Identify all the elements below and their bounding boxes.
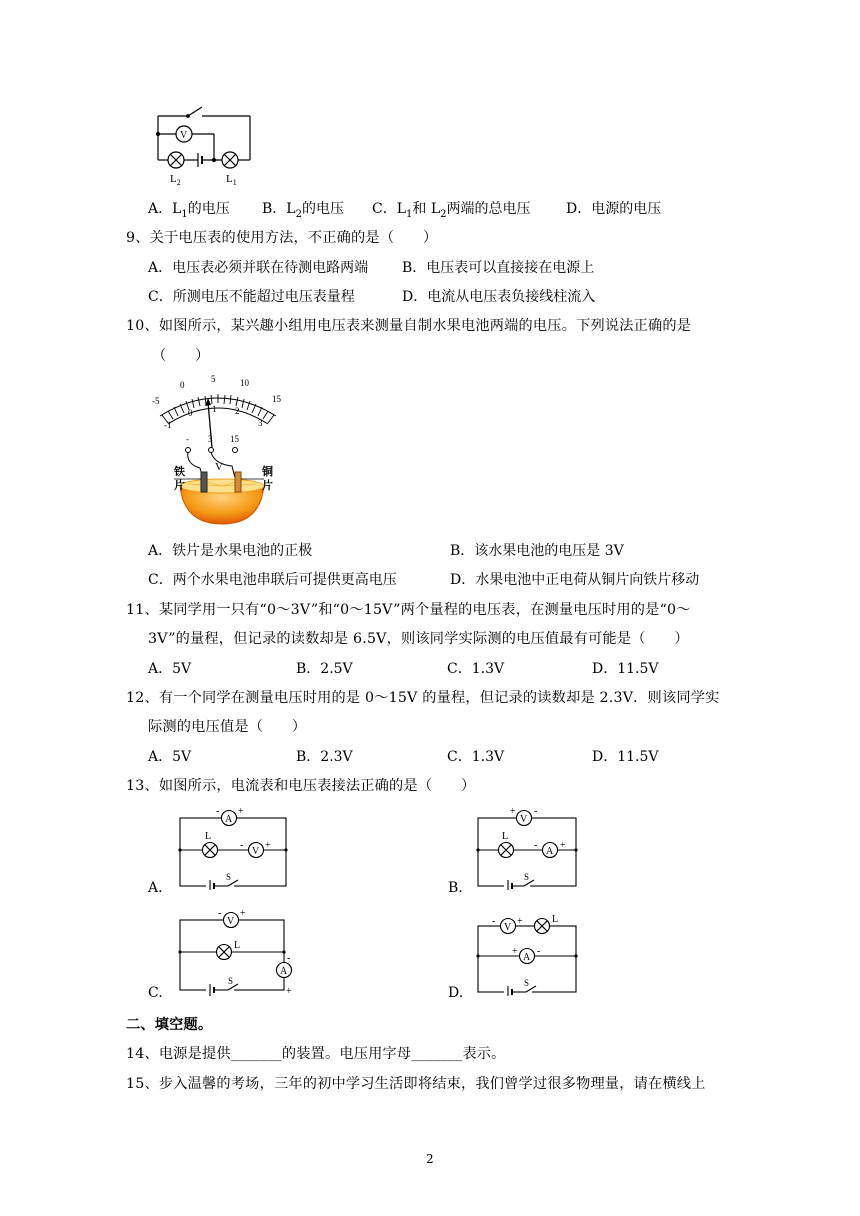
q12-option-b[interactable]: B．2.3V [296,749,353,765]
meter-lower-tick: -1 [164,420,172,430]
meter-upper-tick: 10 [240,378,249,388]
terminal-sign: + [560,840,566,851]
q13-circuit-c[interactable] [176,906,296,996]
q9-option-c[interactable]: C．所测电压不能超过电压表量程 [148,289,355,305]
q8-lamp-l1-label: $L_1$ [226,173,237,187]
terminal-sign: + [286,986,292,996]
meter-terminal-label: 3 [208,434,213,444]
q12-option-c[interactable]: C．1.3V [447,749,505,765]
voltmeter-label: V [252,846,260,857]
meter-lower-tick: 1 [212,404,217,414]
meter-v-label: V [215,461,223,473]
q11-option-d[interactable]: D．11.5V [592,661,659,677]
q10-fruit-battery-figure [148,372,298,530]
meter-upper-tick: 15 [272,394,281,404]
q8-option-c[interactable]: C．$L_1$和 $L_2$两端的总电压 [372,201,531,220]
switch-label: S [228,976,234,986]
terminal-sign: + [510,806,516,817]
q9-option-d[interactable]: D．电流从电压表负接线柱流入 [402,289,596,305]
ammeter-label: A [280,966,288,977]
q15-text: 15、步入温馨的考场，三年的初中学习生活即将结束，我们曾学过很多物理量，请在横线上 [126,1076,706,1092]
terminal-sign: - [216,806,220,817]
q11-option-a[interactable]: A．5V [148,661,192,677]
q10-option-d[interactable]: D．水果电池中正电荷从铜片向铁片移动 [450,572,700,588]
terminal-15v [233,448,238,453]
lamp-label: L [552,914,559,925]
q8-lamp-l2-label: $L_2$ [170,173,181,187]
page-number: 2 [426,1152,434,1166]
ammeter-label: A [225,814,233,825]
meter-lower-tick: 2 [235,406,240,416]
q8-option-a[interactable]: A．$L_1$的电压 [148,201,230,220]
terminal-sign: + [517,916,523,927]
terminal-sign: - [537,946,541,957]
iron-plate [201,472,207,492]
q12-option-d[interactable]: D．11.5V [592,749,659,765]
iron-label-2: 片 [174,480,185,492]
q10-option-b[interactable]: B．该水果电池的电压是 3V [450,543,624,559]
q9-option-a[interactable]: A．电压表必须并联在待测电路两端 [148,260,369,276]
switch-label: S [524,978,530,988]
q8-voltmeter-label: V [180,130,188,141]
lamp-label: L [502,831,509,842]
q13-circuit-b[interactable] [474,804,584,890]
q12-option-a[interactable]: A．5V [148,749,192,765]
meter-upper-tick: -5 [152,396,160,406]
q11-stem-line2: 3V”的量程，但记录的读数却是 6.5V，则该同学实际测的电压值最有可能是（ ） [148,631,689,647]
q13-figure-label-a: A. [148,880,163,896]
terminal-sign: - [534,840,538,851]
q11-option-c[interactable]: C．1.3V [447,661,505,677]
meter-upper-tick: 0 [180,380,185,390]
section-title: 二、填空题。 [126,1017,213,1033]
q9-option-b[interactable]: B．电压表可以直接接在电源上 [402,260,595,276]
meter-lower-tick: 0 [188,408,193,418]
terminal-3v [209,448,214,453]
meter-terminal-label: 15 [230,434,239,444]
lamp-label: L [234,940,241,951]
copper-plate [235,472,241,492]
q12-stem-line1: 12、有一个同学在测量电压时用的是 0～15V 的量程，但记录的读数却是 2.3V．则该同学实 [126,690,720,706]
terminal-sign: - [218,908,222,919]
q8-circuit-diagram [150,100,260,190]
q8-option-d[interactable]: D．电源的电压 [566,201,662,217]
terminal-sign: + [240,908,246,919]
iron-label-1: 铁 [174,466,185,478]
q13-figure-label-d: D. [448,985,464,1001]
q13-figure-label-b: B. [448,880,463,896]
copper-label-2: 片 [262,480,273,492]
terminal-sign: + [265,840,271,851]
meter-lower-tick: 3 [258,418,263,428]
terminal-sign: - [240,840,244,851]
ammeter-label: A [546,846,554,857]
q10-stem-line1: 10、如图所示，某兴趣小组用电压表来测量自制水果电池两端的电压。下列说法正确的是 [126,318,692,334]
terminal-sign: + [238,806,244,817]
q10-option-c[interactable]: C．两个水果电池串联后可提供更高电压 [148,572,397,588]
switch-label: S [524,872,530,882]
voltmeter-label: V [504,922,512,933]
q11-stem-line1: 11、某同学用一只有“0～3V”和“0～15V”两个量程的电压表，在测量电压时用的是“0～ [126,602,691,618]
q11-option-b[interactable]: B．2.5V [296,661,353,677]
q13-circuit-a[interactable] [176,804,291,890]
q9-stem: 9、关于电压表的使用方法，不正确的是（ ） [126,230,438,246]
voltmeter-label: V [520,814,528,825]
terminal-sign: - [492,916,496,927]
ammeter-label: A [523,952,531,963]
voltmeter-label: V [227,916,235,927]
terminal-sign: - [534,806,538,817]
q13-stem: 13、如图所示，电流表和电压表接法正确的是（ ） [126,778,476,794]
lamp-label: L [205,831,212,842]
meter-upper-tick: 5 [211,374,216,384]
q13-circuit-d[interactable] [474,910,584,996]
terminal-sign: - [287,953,291,964]
q10-option-a[interactable]: A．铁片是水果电池的正极 [148,543,313,559]
q12-stem-line2: 际测的电压值是（ ） [148,719,307,735]
q14-text: 14、电源是提供_______的装置。电压用字母_______表示。 [126,1046,506,1062]
q13-figure-label-c: C. [148,985,163,1001]
q10-stem-line2: （ ） [152,348,210,364]
meter-terminal-label: - [186,434,189,444]
copper-label-1: 铜 [262,466,273,478]
terminal-minus [186,448,191,453]
terminal-sign: + [512,946,518,957]
switch-label: S [226,872,232,882]
q8-option-b[interactable]: B．$L_2$的电压 [262,201,344,220]
